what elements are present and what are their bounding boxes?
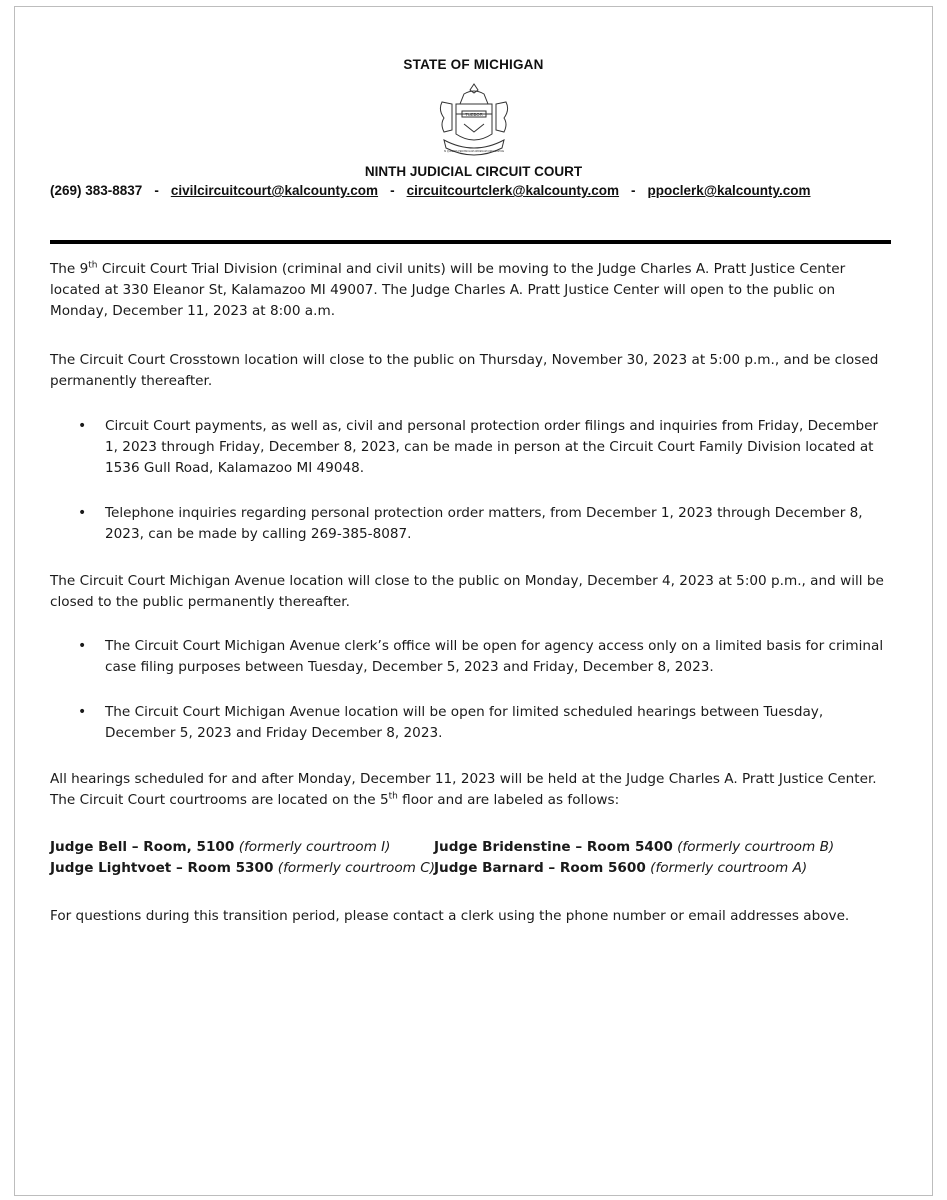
- list-item-text: Circuit Court payments, as well as, civil and personal protection order filings and inquiries from Friday, December 1, 2023 through Friday, December 8, 2023, can be made in person at the Circuit Court Family Division located at 1536 Gull Road, Kalamazoo MI 49048.: [105, 418, 879, 476]
- courtroom-former: (formerly courtroom A): [650, 860, 808, 876]
- court-phone: (269) 383-8837: [50, 183, 143, 198]
- floor-superscript: th: [388, 791, 398, 802]
- courtroom-entry: [434, 858, 807, 879]
- state-heading: STATE OF MICHIGAN: [403, 57, 544, 72]
- email-link-civil[interactable]: civilcircuitcourt@kalcounty.com: [170, 183, 379, 198]
- move-announcement-paragraph: [50, 259, 895, 322]
- courtroom-entry: [50, 837, 390, 858]
- courtroom-entry: [50, 858, 435, 879]
- hearings-line-2-pre: The Circuit Court courtrooms are located on the 5: [50, 792, 389, 808]
- bullet-icon: •: [78, 418, 87, 434]
- courtroom-entry: [434, 837, 834, 858]
- bullet-icon: •: [78, 505, 87, 521]
- courtroom-judge: Judge Bridenstine – Room 5400: [434, 839, 673, 855]
- bullet-icon: •: [78, 704, 87, 720]
- seal-motto-top: TUEBOR: [465, 112, 483, 117]
- list-item-text: Telephone inquiries regarding personal protection order matters, from December 1, 2023 through December 8, 2023, can be made by calling 269-385-8087.: [105, 505, 863, 542]
- courtroom-former: (formerly courtroom B): [677, 839, 835, 855]
- courtroom-judge: Judge Barnard – Room 5600: [434, 860, 646, 876]
- p1-superscript: th: [88, 260, 98, 271]
- list-item-text: The Circuit Court Michigan Avenue location will be open for limited scheduled hearings between Tuesday, December 5, 2023 and Friday December 8, 2023.: [105, 704, 824, 741]
- list-item: [78, 702, 895, 744]
- p1-text-post: Circuit Court Trial Division (criminal and civil units) will be moving to the Judge Charles A. Pratt Justice Center located at 330 Eleanor St, Kalamazoo MI 49007. The Judge Charles A. Pratt Justice Center will open to the public on Monday, December 11, 2023 at 8:00 a.m.: [50, 261, 846, 319]
- seal-motto-bottom: SI QUAERIS PENINSULAM AMOENAM CIRCUMSPICE: [443, 150, 505, 153]
- contact-line: (269) 383-8837 - civilcircuitcourt@kalcounty.com - circuitcourtclerk@kalcounty.com - ppoclerk@kalcounty.com: [50, 183, 811, 198]
- courtroom-former: (formerly courtroom C): [277, 860, 436, 876]
- crosstown-closure-paragraph: The Circuit Court Crosstown location will close to the public on Thursday, November 30, 2023 at 5:00 p.m., and be closed permanently thereafter.: [50, 352, 879, 389]
- court-heading: NINTH JUDICIAL CIRCUIT COURT: [364, 164, 583, 179]
- hearings-paragraph: [50, 769, 895, 811]
- courtroom-judge: Judge Bell – Room, 5100: [50, 839, 235, 855]
- email-link-clerk[interactable]: circuitcourtclerk@kalcounty.com: [406, 183, 620, 198]
- courtroom-former: (formerly courtroom I): [238, 839, 391, 855]
- list-item: [78, 416, 895, 479]
- p1-text-pre: The 9: [50, 261, 89, 277]
- email-link-ppo[interactable]: ppoclerk@kalcounty.com: [647, 183, 811, 198]
- courtroom-judge: Judge Lightvoet – Room 5300: [50, 860, 274, 876]
- hearings-line-1: All hearings scheduled for and after Monday, December 11, 2023 will be held at the Judge Charles A. Pratt Justice Center.: [50, 771, 877, 787]
- list-item-text: The Circuit Court Michigan Avenue clerk’s office will be open for agency access only on a limited basis for criminal case filing purposes between Tuesday, December 5, 2023 and Friday, December 8, 2023.: [105, 638, 884, 675]
- list-item: [78, 503, 895, 545]
- hearings-line-2-post: floor and are labeled as follows:: [397, 792, 620, 808]
- closing-paragraph: For questions during this transition period, please contact a clerk using the phone number or email addresses above.: [50, 908, 850, 924]
- hearings-line-2: [50, 790, 895, 811]
- list-item: [78, 636, 895, 678]
- michigan-ave-closure-paragraph: The Circuit Court Michigan Avenue location will close to the public on Monday, December 4, 2023 at 5:00 p.m., and will be closed to the public permanently thereafter.: [50, 573, 884, 610]
- header-divider: [50, 240, 891, 244]
- michigan-seal-icon: [434, 80, 514, 162]
- bullet-icon: •: [78, 638, 87, 654]
